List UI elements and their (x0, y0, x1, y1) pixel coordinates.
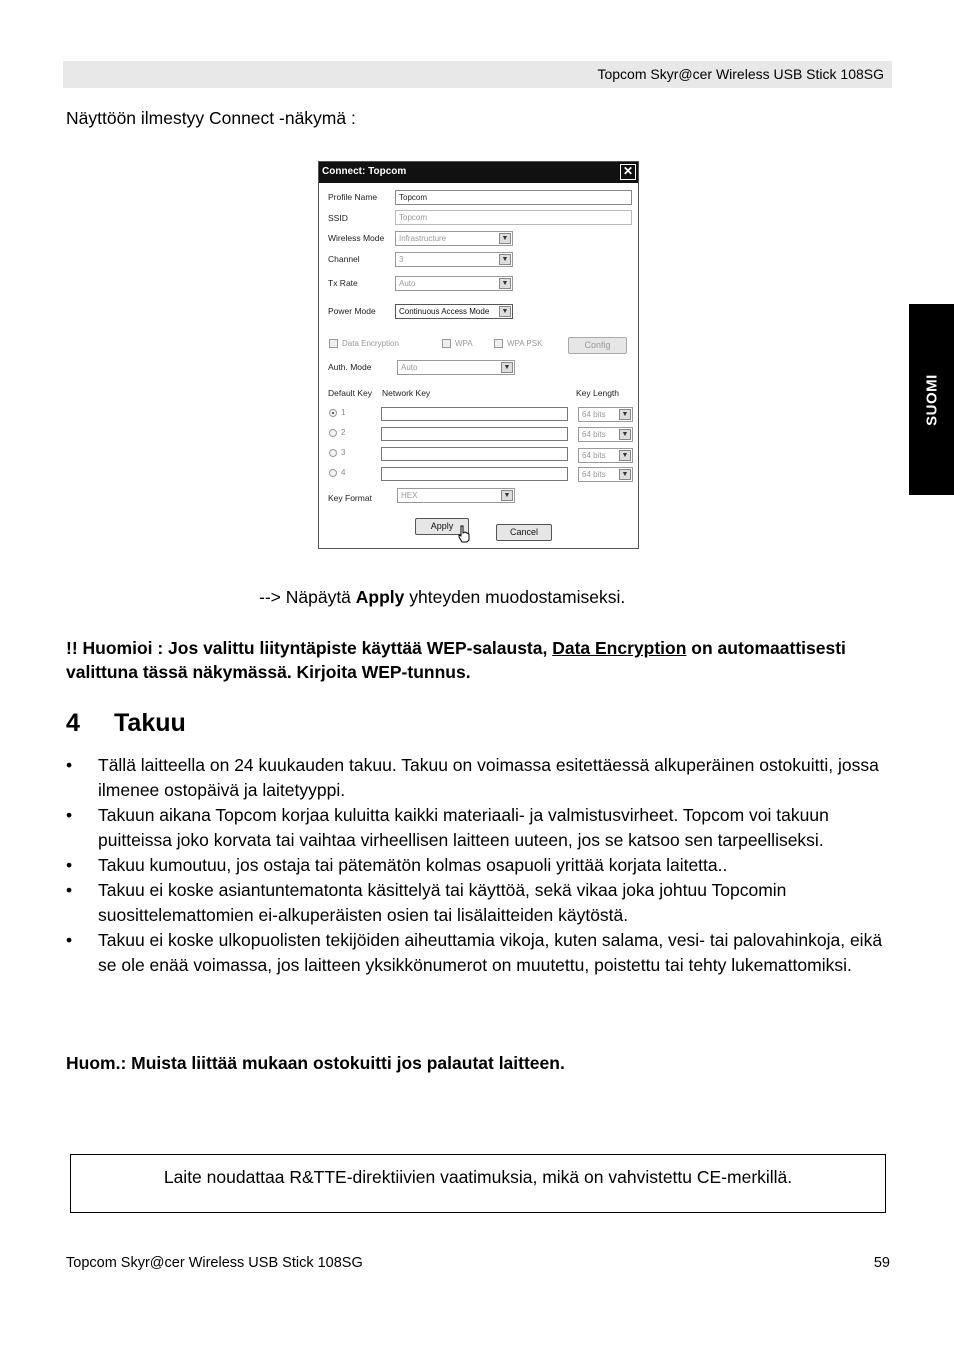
power-mode-label: Power Mode (328, 306, 376, 316)
list-item (66, 853, 891, 878)
auth-mode-value: Auto (401, 363, 418, 372)
list-item-text: Takuu ei koske asiantuntematonta käsittelyä tai käyttöä, sekä vikaa joka johtuu Topcomin suosittelemattomien ei-alkuperäisten osien tai lisälaitteiden käytöstä. (98, 880, 787, 925)
key-2-label: 2 (341, 428, 346, 437)
tx-rate-select[interactable] (395, 276, 513, 291)
bullet-icon: • (66, 805, 73, 825)
auth-mode-label: Auth. Mode (328, 362, 372, 372)
key-4-label: 4 (341, 468, 346, 477)
chevron-down-icon: ▼ (499, 254, 511, 265)
footer-title: Topcom Skyr@cer Wireless USB Stick 108SG (66, 1255, 363, 1271)
key-length-2-select[interactable] (578, 427, 633, 442)
key-length-3-value: 64 bits (582, 451, 606, 460)
apply-button[interactable]: Apply (415, 518, 469, 535)
dialog-title: Connect: Topcom (322, 166, 407, 177)
data-encryption-label: Data Encryption (342, 339, 399, 348)
apply-bold: Apply (355, 587, 405, 607)
key-length-1-select[interactable] (578, 407, 633, 422)
wireless-mode-select[interactable] (395, 231, 513, 246)
list-item (66, 928, 891, 978)
channel-select[interactable] (395, 252, 513, 267)
key-length-4-value: 64 bits (582, 470, 606, 479)
ssid-label: SSID (328, 213, 348, 223)
auth-mode-select[interactable] (397, 360, 515, 375)
key-length-3-select[interactable] (578, 448, 633, 463)
list-item (66, 803, 891, 853)
wpa-psk-label: WPA PSK (507, 339, 543, 348)
chevron-down-icon: ▼ (499, 233, 511, 244)
page-number: 59 (873, 1255, 890, 1271)
wpa-label: WPA (455, 339, 473, 348)
profile-name-label: Profile Name (328, 192, 378, 202)
list-item-text: Takuun aikana Topcom korjaa kuluitta kaikki materiaali- ja valmistusvirheet. Topcom voi takuun puitteissa joko korvata tai vaihtaa virheellisen laitteen uuteen, jos se katsoo sen tarpeelliseksi. (98, 805, 829, 850)
wireless-mode-value: Infrastructure (399, 234, 447, 243)
running-header (63, 61, 892, 88)
radio-dot (329, 429, 337, 437)
radio-dot (329, 409, 337, 417)
warranty-list (66, 753, 891, 978)
section-title: Takuu (114, 709, 186, 737)
warning-part-2: on automaattisesti valittuna tässä näkymässä. Kirjoita WEP-tunnus. (66, 638, 846, 682)
key-length-label: Key Length (576, 388, 620, 398)
profile-name-field[interactable]: Topcom (395, 190, 632, 205)
ce-notice-box (70, 1154, 886, 1213)
bullet-icon: • (66, 880, 73, 900)
config-button[interactable]: Config (568, 337, 627, 354)
wireless-mode-label: Wireless Mode (328, 233, 385, 243)
network-key-label: Network Key (382, 388, 431, 398)
list-item (66, 753, 891, 803)
apply-instruction (259, 587, 625, 608)
section-number: 4 (66, 709, 80, 737)
hand-cursor-icon (457, 525, 471, 543)
chevron-down-icon: ▼ (619, 409, 631, 420)
apply-prefix: --> Näpäytä (259, 587, 356, 607)
channel-label: Channel (328, 254, 360, 264)
warning-part-1: !! Huomioi : Jos valittu liityntäpiste käyttää WEP-salausta, (66, 638, 553, 658)
ce-notice-text: Laite noudattaa R&TTE-direktiivien vaatimuksia, mikä on vahvistettu CE-merkillä. (163, 1167, 793, 1187)
key-1-label: 1 (341, 408, 346, 417)
chevron-down-icon: ▼ (619, 450, 631, 461)
cancel-button[interactable]: Cancel (496, 524, 552, 541)
language-tab (909, 304, 954, 495)
close-icon[interactable]: ✕ (620, 164, 636, 180)
default-key-label: Default Key (328, 388, 372, 398)
list-item (66, 878, 891, 928)
key-format-value: HEX (401, 491, 418, 500)
chevron-down-icon: ▼ (499, 278, 511, 289)
warning-underlined: Data Encryption (552, 638, 687, 658)
dialog-titlebar (319, 162, 638, 183)
language-tab-label: SUOMI (923, 373, 940, 426)
chevron-down-icon: ▼ (499, 306, 511, 317)
key-length-2-value: 64 bits (582, 430, 606, 439)
apply-suffix: yhteyden muodostamiseksi. (404, 587, 626, 607)
key-length-4-select[interactable] (578, 467, 633, 482)
power-mode-select[interactable] (395, 304, 513, 319)
bullet-icon: • (66, 755, 73, 775)
bullet-icon: • (66, 930, 73, 950)
tx-rate-value: Auto (399, 279, 416, 288)
chevron-down-icon: ▼ (619, 469, 631, 480)
data-encryption-checkbox[interactable] (329, 339, 399, 348)
key-format-select[interactable] (397, 488, 515, 503)
network-key-3-field[interactable] (381, 447, 568, 461)
chevron-down-icon: ▼ (501, 490, 513, 501)
radio-dot (329, 449, 337, 457)
connect-dialog-screenshot (318, 161, 639, 549)
return-note: Huom.: Muista liittää mukaan ostokuitti jos palautat laitteen. (66, 1053, 565, 1073)
key-2-radio[interactable] (329, 428, 345, 437)
key-1-radio[interactable] (329, 408, 345, 417)
list-item-text: Takuu kumoutuu, jos ostaja tai pätemätön kolmas osapuoli yrittää korjata laitetta.. (98, 855, 728, 875)
power-mode-value: Continuous Access Mode (399, 307, 490, 316)
checkbox-box (494, 339, 503, 348)
intro-text: Näyttöön ilmestyy Connect -näkymä : (66, 108, 356, 128)
network-key-4-field[interactable] (381, 467, 568, 481)
key-4-radio[interactable] (329, 468, 345, 477)
network-key-2-field[interactable] (381, 427, 568, 441)
key-format-label: Key Format (328, 493, 372, 503)
channel-value: 3 (399, 255, 404, 264)
wpa-checkbox[interactable] (442, 339, 473, 348)
header-title: Topcom Skyr@cer Wireless USB Stick 108SG (597, 66, 884, 82)
checkbox-box (442, 339, 451, 348)
wpa-psk-checkbox[interactable] (494, 339, 542, 348)
key-length-1-value: 64 bits (582, 410, 606, 419)
key-3-label: 3 (341, 448, 346, 457)
radio-dot (329, 469, 337, 477)
wep-warning (66, 636, 846, 684)
list-item-text: Takuu ei koske ulkopuolisten tekijöiden aiheuttamia vikoja, kuten salama, vesi- tai palovahinkoja, eikä se ole enää voimassa, jos laitteen yksikkönumerot on muutettu, poistettu tai tehty lukemattomiksi. (98, 930, 883, 975)
section-heading (66, 709, 186, 738)
chevron-down-icon: ▼ (501, 362, 513, 373)
key-3-radio[interactable] (329, 448, 345, 457)
chevron-down-icon: ▼ (619, 429, 631, 440)
tx-rate-label: Tx Rate (328, 278, 358, 288)
list-item-text: Tällä laitteella on 24 kuukauden takuu. Takuu on voimassa esitettäessä alkuperäinen ostokuitti, jossa ilmenee ostopäivä ja laitetyyppi. (98, 755, 879, 800)
checkbox-box (329, 339, 338, 348)
ssid-field[interactable]: Topcom (395, 210, 632, 225)
bullet-icon: • (66, 855, 73, 875)
network-key-1-field[interactable] (381, 407, 568, 421)
